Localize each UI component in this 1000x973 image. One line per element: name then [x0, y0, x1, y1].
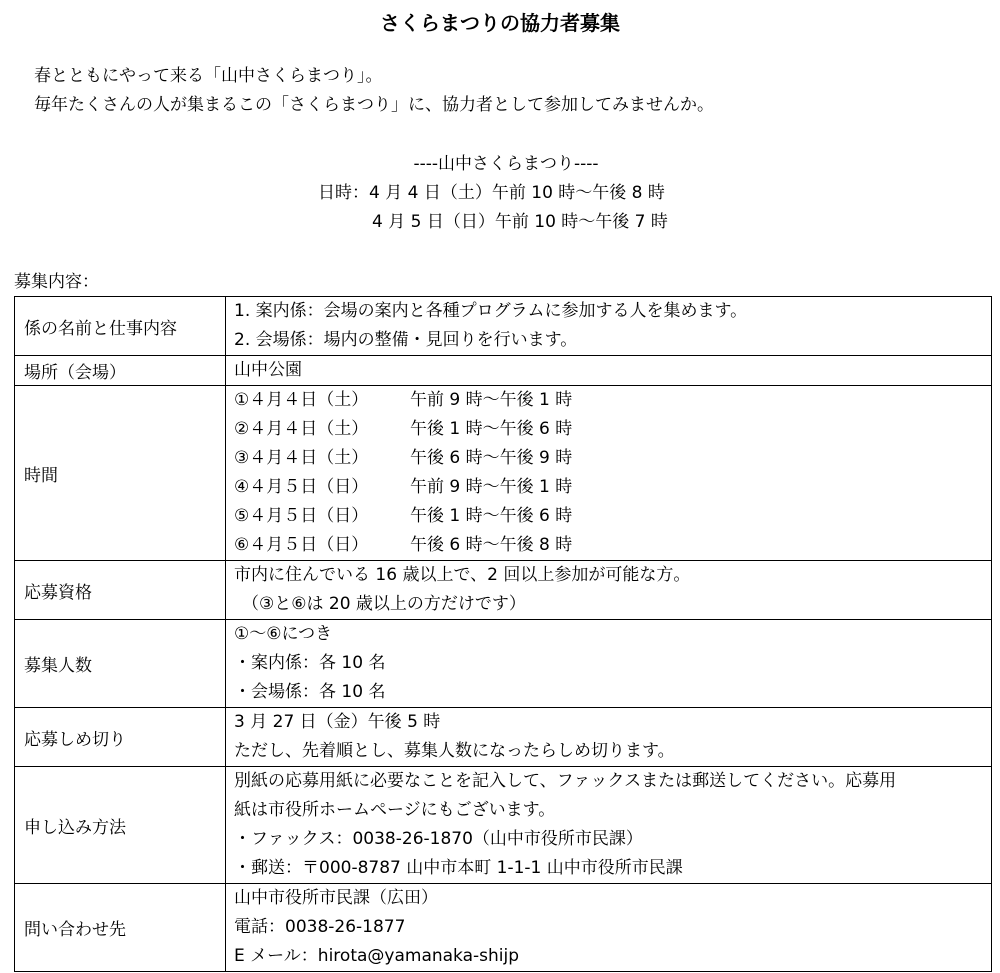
intro-line-1: 春とともにやって来る「山中さくらまつり」。 [34, 66, 383, 86]
page-title: さくらまつりの協力者募集 [380, 11, 620, 35]
place-value: 山中公園 [234, 360, 302, 380]
job-line-2: 2. 会場係：場内の整備・見回りを行います。 [234, 330, 578, 350]
eligibility-line-1: 市内に住んでいる 16 歳以上で、2 回以上参加が可能な方。 [234, 565, 691, 585]
time-slot-6-day: ⑥４月５日（日） [234, 535, 369, 555]
contact-line-3: E メール：hirota@yamanaka-shijp [234, 946, 520, 966]
count-line-1: ①～⑥につき [234, 624, 333, 644]
table-row-contact [15, 884, 992, 972]
time-slot-5 [234, 502, 983, 531]
deadline-line-1: 3 月 27 日（金）午後 5 時 [234, 712, 441, 732]
row-label-time: 時間 [15, 386, 226, 561]
event-date-line-1: 日時：4 月 4 日（土）午前 10 時～午後 8 時 [318, 183, 665, 203]
time-slot-2-hours: 午後 1 時～午後 6 時 [410, 419, 573, 439]
row-content-deadline [226, 708, 992, 767]
contact-line-1: 山中市役所市民課（広田） [234, 888, 438, 908]
count-line-3: ・会場係：各 10 名 [234, 682, 386, 702]
count-line-2: ・案内係：各 10 名 [234, 653, 386, 673]
row-label-eligibility: 応募資格 [15, 561, 226, 620]
row-content-eligibility [226, 561, 992, 620]
table-row-count [15, 620, 992, 708]
apply-line-4: ・郵送：〒000-8787 山中市本町 1-1-1 山中市役所市民課 [234, 858, 683, 878]
row-label-place: 場所（会場） [15, 356, 226, 386]
row-content-place [226, 356, 992, 386]
intro-text [34, 62, 714, 120]
table-row-deadline [15, 708, 992, 767]
time-slot-2 [234, 415, 983, 444]
time-slot-6-hours: 午後 6 時～午後 8 時 [410, 535, 573, 555]
time-slot-1 [234, 386, 983, 415]
section-label: 募集内容： [14, 272, 99, 292]
row-label-contact: 問い合わせ先 [15, 884, 226, 972]
time-slot-5-hours: 午後 1 時～午後 6 時 [410, 506, 573, 526]
row-content-count [226, 620, 992, 708]
table-row-time [15, 386, 992, 561]
event-heading: ----山中さくらまつり---- [413, 154, 599, 174]
time-slot-4-hours: 午前 9 時～午後 1 時 [410, 477, 573, 497]
time-slot-1-day: ①４月４日（土） [234, 390, 369, 410]
time-slot-3-day: ③４月４日（土） [234, 448, 369, 468]
time-slot-6 [234, 531, 983, 560]
details-table [14, 296, 992, 972]
apply-line-3: ・ファックス：0038-26-1870（山中市役所市民課） [234, 829, 643, 849]
table-row-apply [15, 767, 992, 884]
deadline-line-2: ただし、先着順とし、募集人数になったらしめ切ります。 [234, 741, 675, 761]
apply-line-2: 紙は市役所ホームページにもございます。 [234, 800, 556, 820]
time-slot-1-hours: 午前 9 時～午後 1 時 [410, 390, 573, 410]
contact-line-2: 電話：0038-26-1877 [234, 917, 406, 937]
row-content-contact [226, 884, 992, 972]
intro-line-2: 毎年たくさんの人が集まるこの「さくらまつり」に、協力者として参加してみませんか。 [34, 95, 714, 115]
time-slot-2-day: ②４月４日（土） [234, 419, 369, 439]
table-row-job [15, 297, 992, 356]
time-slot-4-day: ④４月５日（日） [234, 477, 369, 497]
event-info [0, 150, 1000, 232]
row-label-count: 募集人数 [15, 620, 226, 708]
row-label-job: 係の名前と仕事内容 [15, 297, 226, 356]
eligibility-line-2: （③と⑥は 20 歳以上の方だけです） [242, 594, 526, 614]
time-slot-3 [234, 444, 983, 473]
time-slot-5-day: ⑤４月５日（日） [234, 506, 369, 526]
table-row-place [15, 356, 992, 386]
row-content-apply [226, 767, 992, 884]
row-content-time [226, 386, 992, 561]
event-date-line-2: 4 月 5 日（日）午前 10 時～午後 7 時 [372, 212, 668, 232]
row-content-job [226, 297, 992, 356]
apply-line-1: 別紙の応募用紙に必要なことを記入して、ファックスまたは郵送してください。応募用 [234, 771, 897, 791]
row-label-apply: 申し込み方法 [15, 767, 226, 884]
time-slot-3-hours: 午後 6 時～午後 9 時 [410, 448, 573, 468]
job-line-1: 1. 案内係：会場の案内と各種プログラムに参加する人を集めます。 [234, 301, 748, 321]
row-label-deadline: 応募しめ切り [15, 708, 226, 767]
time-slot-4 [234, 473, 983, 502]
table-row-eligibility [15, 561, 992, 620]
